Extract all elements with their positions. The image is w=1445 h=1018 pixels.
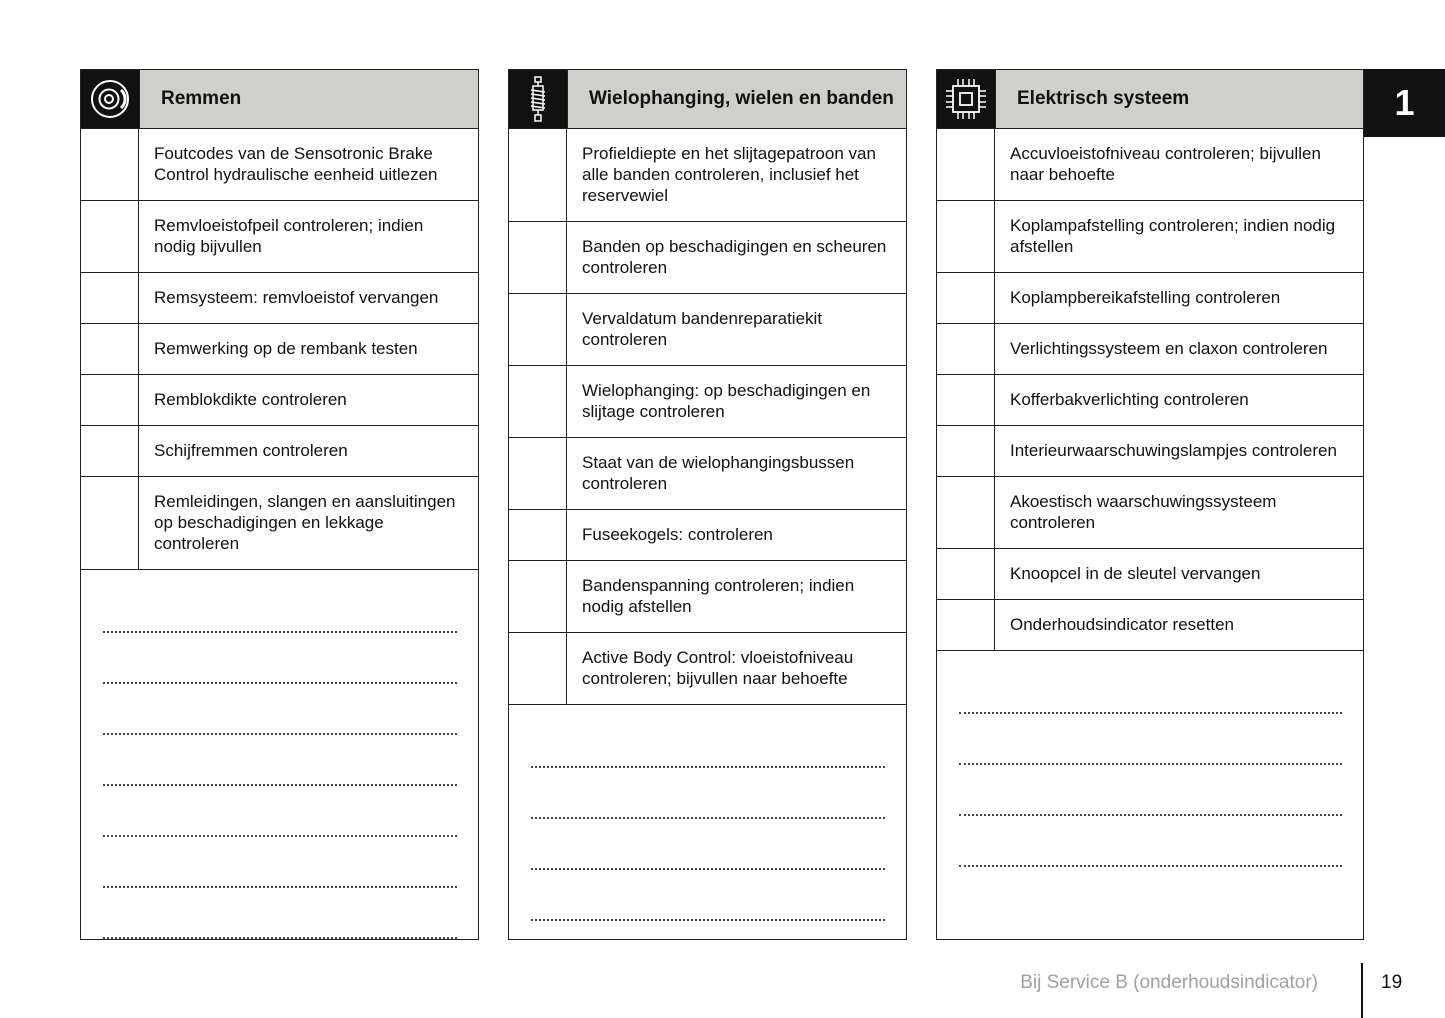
- checklist-row: [509, 510, 906, 561]
- checklist-row: [509, 222, 906, 294]
- page-number: 19: [1381, 972, 1403, 993]
- checklist-item-text: Banden op beschadigingen en scheuren controleren: [582, 237, 887, 277]
- note-line[interactable]: [103, 582, 457, 633]
- checklist-item-text: Staat van de wielophangingsbussen controleren: [582, 453, 855, 493]
- panel-header: [81, 70, 478, 129]
- checklist-item-text: Onderhoudsindicator resetten: [1010, 615, 1234, 634]
- checkbox-cell[interactable]: [509, 510, 567, 560]
- checkbox-cell[interactable]: [937, 549, 995, 599]
- checkbox-cell[interactable]: [509, 294, 567, 365]
- brake-disc-icon: [81, 70, 139, 128]
- panel-title: Remmen: [139, 70, 478, 128]
- checkbox-cell[interactable]: [937, 600, 995, 650]
- checklist-item-text: Remvloeistofpeil controleren; indien nodig bijvullen: [154, 216, 424, 256]
- checklist-item-text: Koplampbereikafstelling controleren: [1010, 288, 1281, 307]
- checkbox-cell[interactable]: [937, 426, 995, 476]
- checkbox-cell[interactable]: [81, 477, 139, 569]
- checklist-row: [937, 477, 1363, 549]
- shock-absorber-icon: [509, 70, 567, 128]
- checklist-item-text: Schijfremmen controleren: [154, 441, 348, 460]
- note-line[interactable]: [959, 816, 1342, 867]
- checklist-row: [509, 294, 906, 366]
- checklist-row: [81, 129, 478, 201]
- note-line[interactable]: [959, 765, 1342, 816]
- checklist-row: [937, 426, 1363, 477]
- checklist-item-text: Remleidingen, slangen en aansluitingen op beschadigingen en lekkage controleren: [154, 492, 456, 553]
- checklist-row: [937, 273, 1363, 324]
- checklist-item-text: Knoopcel in de sleutel vervangen: [1010, 564, 1261, 583]
- checklist-item-text: Vervaldatum bandenreparatiekit controleren: [582, 309, 823, 349]
- note-line[interactable]: [531, 717, 885, 768]
- checklist-row: [81, 201, 478, 273]
- checklist-row: [509, 561, 906, 633]
- panel-title: Elektrisch systeem: [995, 70, 1363, 128]
- checkbox-cell[interactable]: [509, 366, 567, 437]
- checkbox-cell[interactable]: [509, 633, 567, 704]
- checkbox-cell[interactable]: [937, 324, 995, 374]
- checkbox-cell[interactable]: [509, 438, 567, 509]
- note-line[interactable]: [531, 819, 885, 870]
- checklist-item-text: Fuseekogels: controleren: [582, 525, 773, 544]
- note-line[interactable]: [531, 870, 885, 921]
- note-line[interactable]: [959, 663, 1342, 714]
- chapter-tab: 1: [1364, 69, 1445, 137]
- checklist-row: [509, 633, 906, 705]
- checkbox-cell[interactable]: [81, 129, 139, 200]
- checklist-item-text: Koplampafstelling controleren; indien nodig afstellen: [1010, 216, 1336, 256]
- checklist-row: [81, 324, 478, 375]
- checkbox-cell[interactable]: [937, 201, 995, 272]
- checklist-row: [937, 549, 1363, 600]
- checklist-item-text: Remsysteem: remvloeistof vervangen: [154, 288, 439, 307]
- page-number-divider: [1361, 963, 1363, 1018]
- checklist-item-text: Wielophanging: op beschadigingen en slijtage controleren: [582, 381, 871, 421]
- checkbox-cell[interactable]: [81, 426, 139, 476]
- checklist-row: [81, 477, 478, 570]
- checkbox-cell[interactable]: [937, 375, 995, 425]
- checkbox-cell[interactable]: [81, 273, 139, 323]
- note-line[interactable]: [103, 888, 457, 939]
- checklist-row: [937, 324, 1363, 375]
- notes-area: [81, 570, 478, 939]
- checklist-item-text: Remblokdikte controleren: [154, 390, 347, 409]
- checklist-item-text: Bandenspanning controleren; indien nodig afstellen: [582, 576, 855, 616]
- checklist-row: [937, 201, 1363, 273]
- checklist-item-text: Accuvloeistofniveau controleren; bijvullen naar behoefte: [1010, 144, 1321, 184]
- checklist-row: [937, 375, 1363, 426]
- checklist-row: [937, 600, 1363, 651]
- checkbox-cell[interactable]: [509, 561, 567, 632]
- note-line[interactable]: [959, 714, 1342, 765]
- panel-header: [509, 70, 906, 129]
- panel-brakes: [80, 69, 479, 940]
- panel-electrical: [936, 69, 1364, 940]
- checklist-row: [937, 129, 1363, 201]
- checklist-row: [81, 375, 478, 426]
- checklist-item-text: Interieurwaarschuwingslampjes controleren: [1010, 441, 1337, 460]
- checklist-item-text: Kofferbakverlichting controleren: [1010, 390, 1249, 409]
- checklist-item-text: Foutcodes van de Sensotronic Brake Control hydraulische eenheid uitlezen: [154, 144, 438, 184]
- panel-title: Wielophanging, wielen en banden: [567, 70, 906, 128]
- checklist-item-text: Profieldiepte en het slijtagepatroon van alle banden controleren, inclusief het reservewiel: [582, 144, 876, 205]
- note-line[interactable]: [103, 735, 457, 786]
- checklist-row: [81, 426, 478, 477]
- checkbox-cell[interactable]: [509, 222, 567, 293]
- notes-area: [509, 705, 906, 939]
- checklist-item-text: Verlichtingssysteem en claxon controleren: [1010, 339, 1328, 358]
- checklist-row: [509, 129, 906, 222]
- chip-icon: [937, 70, 995, 128]
- note-line[interactable]: [103, 684, 457, 735]
- checklist-item-text: Akoestisch waarschuwingssysteem controleren: [1010, 492, 1277, 532]
- note-line[interactable]: [103, 786, 457, 837]
- checklist-item-text: Remwerking op de rembank testen: [154, 339, 418, 358]
- checkbox-cell[interactable]: [81, 201, 139, 272]
- panel-suspension: [508, 69, 907, 940]
- checklist-item-text: Active Body Control: vloeistofniveau controleren; bijvullen naar behoefte: [582, 648, 854, 688]
- panel-header: [937, 70, 1363, 129]
- checkbox-cell[interactable]: [937, 273, 995, 323]
- note-line[interactable]: [531, 768, 885, 819]
- notes-area: [937, 651, 1363, 939]
- checkbox-cell[interactable]: [509, 129, 567, 221]
- checkbox-cell[interactable]: [937, 129, 995, 200]
- checklist-row: [509, 438, 906, 510]
- checkbox-cell[interactable]: [81, 375, 139, 425]
- checkbox-cell[interactable]: [937, 477, 995, 548]
- footer-section-text: Bij Service B (onderhoudsindicator): [1020, 972, 1318, 993]
- checklist-row: [81, 273, 478, 324]
- note-line[interactable]: [103, 633, 457, 684]
- checklist-row: [509, 366, 906, 438]
- checkbox-cell[interactable]: [81, 324, 139, 374]
- note-line[interactable]: [103, 837, 457, 888]
